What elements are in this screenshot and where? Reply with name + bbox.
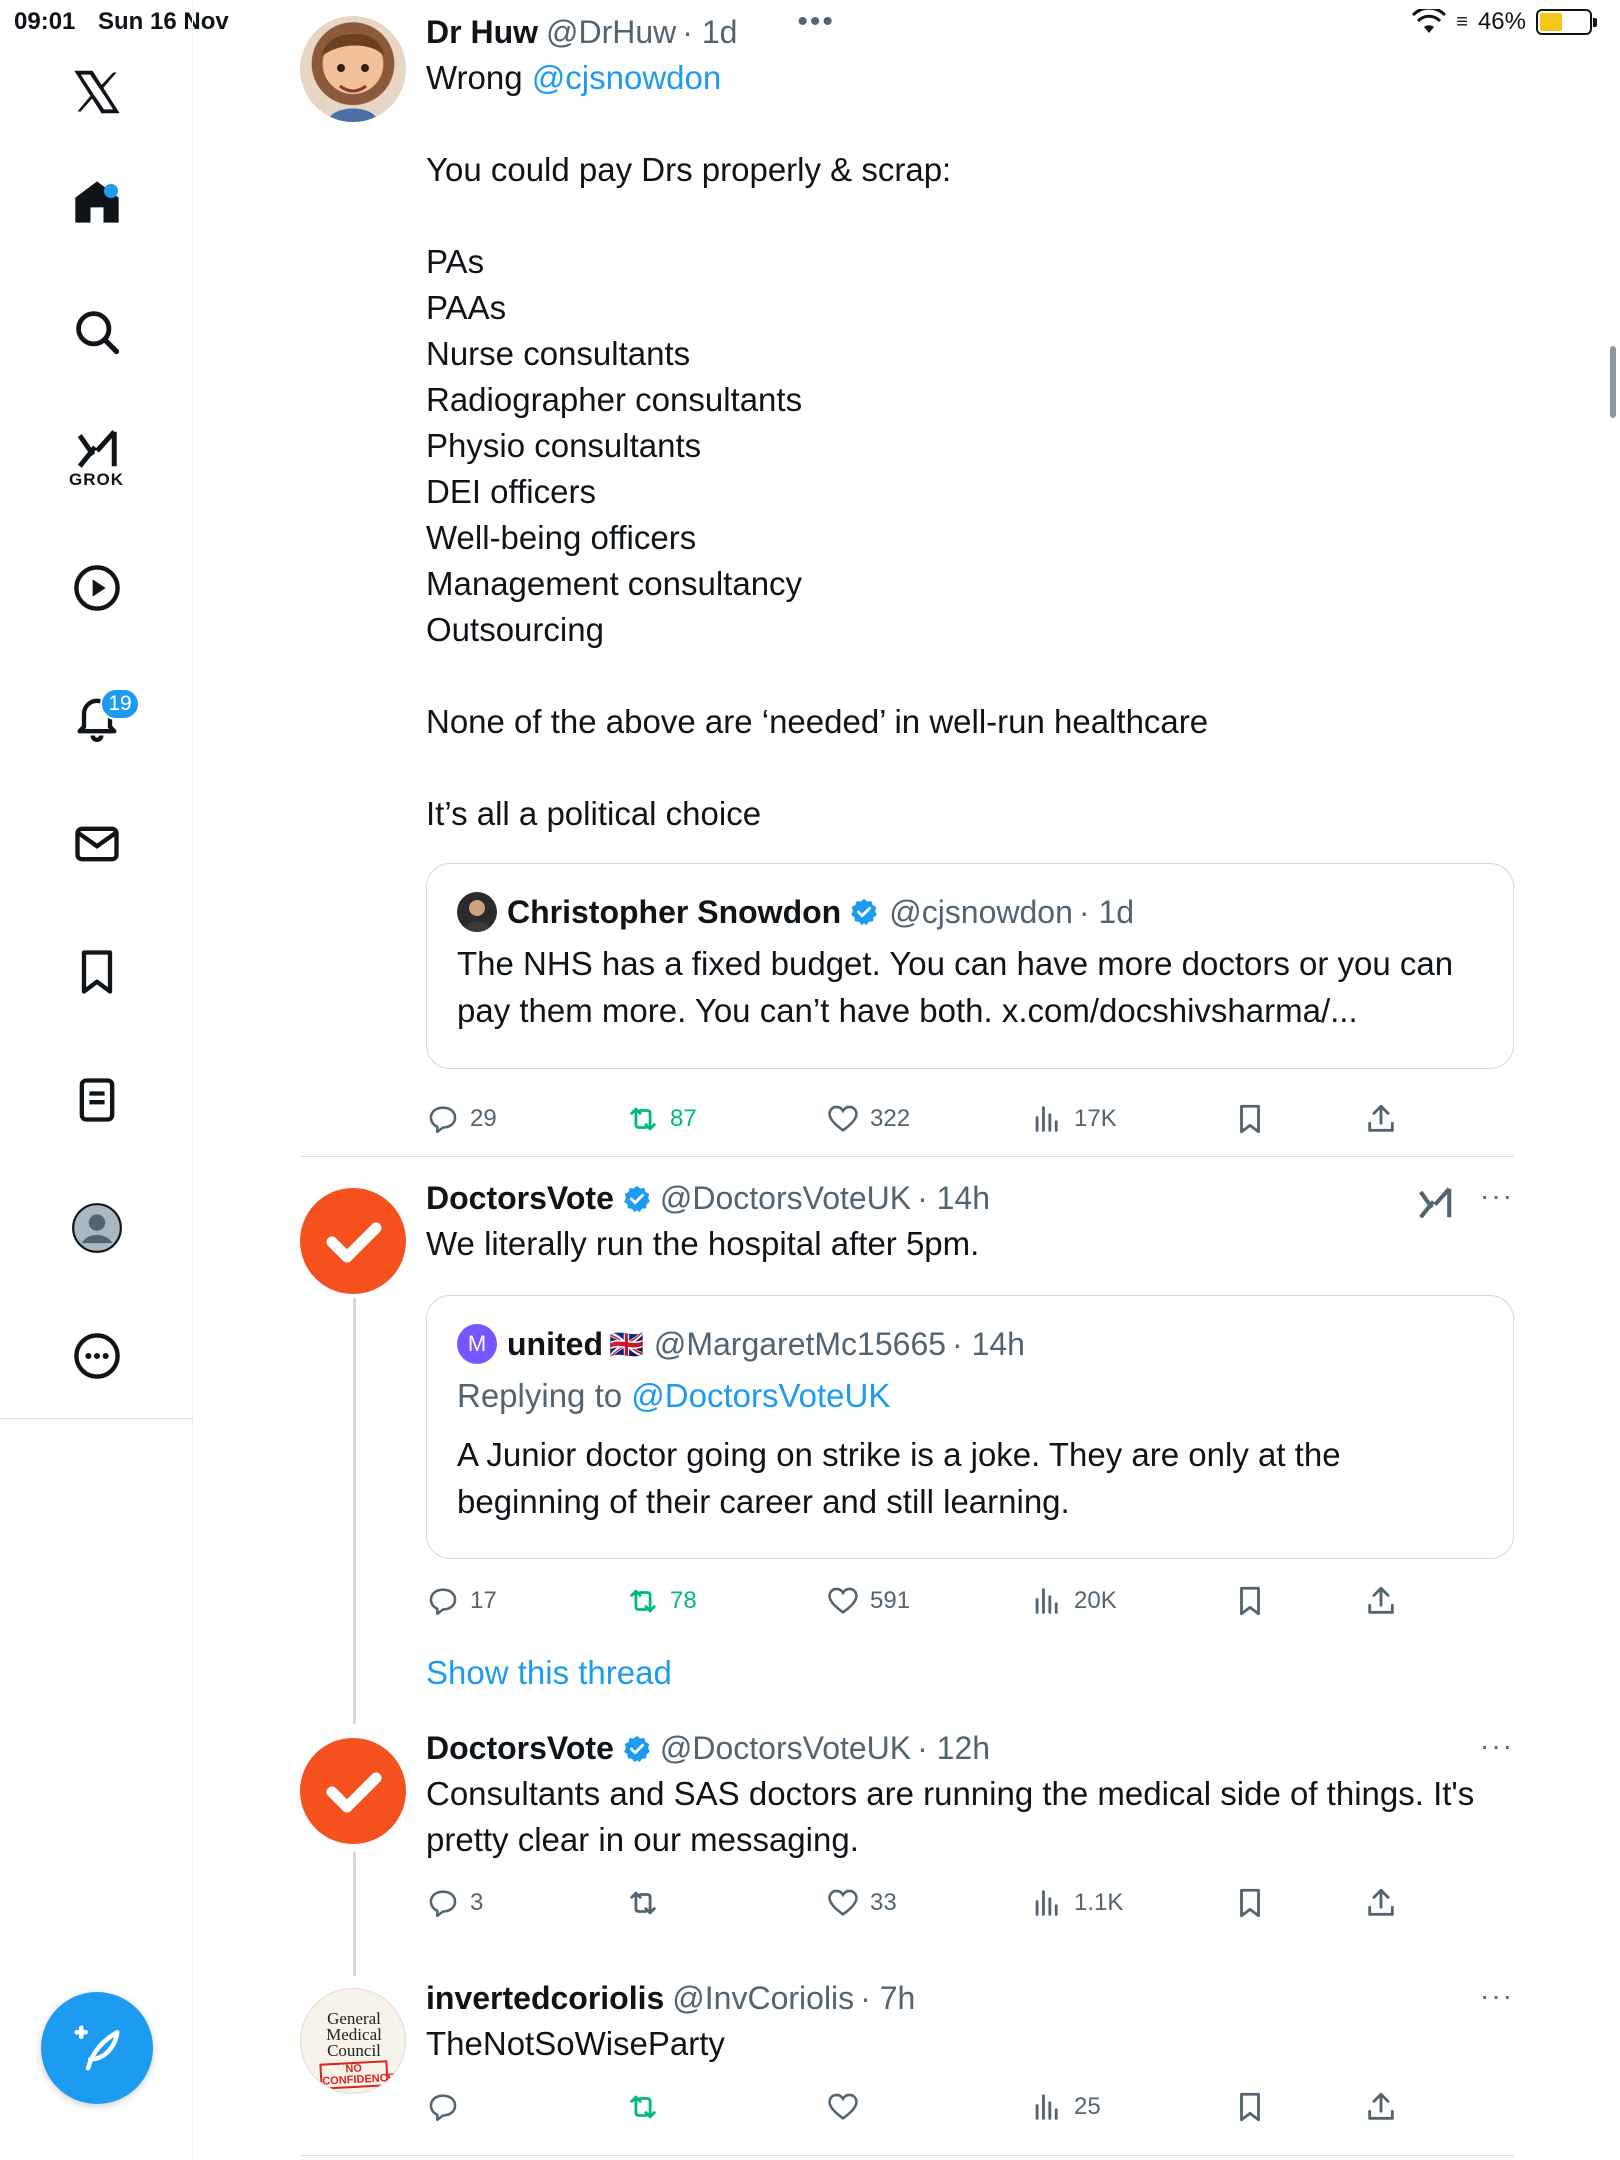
verified-badge-icon <box>622 1734 652 1764</box>
nav-home[interactable] <box>0 154 193 250</box>
bookmark-button[interactable] <box>1233 1886 1267 1920</box>
avatar-invcoriolis[interactable] <box>300 1988 406 2094</box>
nav-messages[interactable] <box>0 796 193 892</box>
author-name[interactable]: DoctorsVote <box>426 1180 614 1216</box>
quote-author-name: united <box>507 1325 603 1362</box>
bookmark-icon <box>1233 1886 1267 1920</box>
quote-author-name: Christopher Snowdon <box>507 893 842 930</box>
nav-profile[interactable] <box>0 1180 193 1276</box>
views-button[interactable] <box>1030 2090 1101 2124</box>
reply-icon <box>426 1886 460 1920</box>
reply-count: 17 <box>470 1587 497 1614</box>
reply-count: 3 <box>470 1889 484 1916</box>
grok-explain-icon[interactable] <box>1416 1184 1454 1222</box>
bookmark-button[interactable] <box>1233 1102 1267 1136</box>
reply-icon <box>426 2090 460 2124</box>
status-date: Sun 16 Nov <box>98 8 229 35</box>
profile-avatar-icon <box>71 1202 123 1254</box>
sidebar-separator <box>0 1418 193 1419</box>
menu-lines-icon: ≡ <box>1456 10 1468 33</box>
repost-icon <box>626 1102 660 1136</box>
views-chart-icon <box>1030 2090 1064 2124</box>
tweet-time[interactable]: · 7h <box>860 1980 916 2016</box>
tweet-time[interactable]: · 1d <box>682 14 738 50</box>
tweet-header <box>426 1730 1514 1767</box>
share-button[interactable] <box>1364 2090 1398 2124</box>
x-logo-icon[interactable] <box>0 44 193 140</box>
heart-icon <box>826 1102 860 1136</box>
battery-icon <box>1536 9 1592 35</box>
more-options-icon[interactable]: ··· <box>1480 1980 1514 2011</box>
tweet-time[interactable]: · 14h <box>917 1180 991 1216</box>
compose-button[interactable] <box>41 1992 153 2104</box>
quote-avatar <box>457 892 497 932</box>
repost-count: 87 <box>670 1105 697 1132</box>
tweet-header <box>426 4 1514 51</box>
like-count: 33 <box>870 1889 897 1916</box>
author-handle[interactable]: @DoctorsVoteUK <box>659 1730 912 1766</box>
tweet-actions <box>426 1102 1514 1142</box>
quote-time: · 14h <box>952 1325 1025 1362</box>
reply-count: 29 <box>470 1105 497 1132</box>
views-count: 20K <box>1074 1587 1117 1614</box>
bookmark-icon <box>1233 1102 1267 1136</box>
quote-author-handle: @MargaretMc15665 <box>653 1325 947 1362</box>
more-options-icon[interactable]: ••• <box>797 4 835 38</box>
views-count: 17K <box>1074 1105 1117 1132</box>
reply-button[interactable] <box>426 2090 460 2124</box>
nav-grok[interactable] <box>0 410 193 506</box>
play-icon <box>71 562 123 614</box>
author-handle[interactable]: @DoctorsVoteUK <box>659 1180 912 1216</box>
search-icon <box>71 306 123 358</box>
tweet-text: You could pay Drs properly & scrap: PAs PAAs Nurse consultants Radiographer consultants Physio consultants DEI officers Well-being officers Management consultancy Outsourcing None of the above are ‘needed’ in well-run healthcare It’s all a political choice <box>426 151 1209 832</box>
tweet-text: Consultants and SAS doctors are running the medical side of things. It's pretty clear in our messaging. <box>426 1775 1484 1858</box>
views-button[interactable] <box>1030 1584 1117 1618</box>
compose-feather-icon <box>70 2021 124 2075</box>
grok-icon <box>74 426 120 472</box>
replying-to-mention[interactable]: @DoctorsVoteUK <box>631 1377 891 1414</box>
replying-to <box>457 1372 1483 1419</box>
views-chart-icon <box>1030 1102 1064 1136</box>
like-button[interactable] <box>826 1102 910 1136</box>
views-count: 1.1K <box>1074 1889 1124 1916</box>
nav-notifications[interactable] <box>0 668 193 764</box>
repost-icon <box>626 1886 660 1920</box>
tweet-time[interactable]: · 12h <box>917 1730 991 1766</box>
repost-icon <box>626 2090 660 2124</box>
verified-badge-icon <box>622 1184 652 1214</box>
status-time: 09:01 <box>14 8 76 35</box>
tweet-drhuw[interactable] <box>300 4 1514 1154</box>
nav-search[interactable] <box>0 284 193 380</box>
reply-icon <box>426 1102 460 1136</box>
repost-button[interactable] <box>626 1584 697 1618</box>
like-button[interactable] <box>826 1886 897 1920</box>
repost-button[interactable] <box>626 1102 697 1136</box>
nav-video[interactable] <box>0 540 193 636</box>
tweet-divider <box>300 1156 1514 1157</box>
reply-icon <box>426 1584 460 1618</box>
more-options-icon[interactable]: ··· <box>1480 1730 1514 1761</box>
home-icon <box>71 176 123 228</box>
uk-flag-icon: 🇬🇧 <box>608 1328 644 1360</box>
list-icon <box>71 1074 123 1126</box>
views-count: 25 <box>1074 2093 1101 2120</box>
reply-button[interactable] <box>426 1584 497 1618</box>
tweet-doctorsvote-1[interactable] <box>300 1180 1514 1680</box>
share-button[interactable] <box>1364 1584 1398 1618</box>
scrollbar-thumb[interactable] <box>1610 346 1616 418</box>
repost-button[interactable] <box>626 2090 660 2124</box>
tweet-header <box>426 1980 1514 2017</box>
quote-tweet-snowdon[interactable] <box>426 863 1514 1069</box>
mail-icon <box>71 818 123 870</box>
author-name[interactable]: DoctorsVote <box>426 1730 614 1766</box>
sidebar <box>0 0 193 2160</box>
tweet-invertedcoriolis[interactable] <box>300 1980 1514 2150</box>
replying-prefix: Replying to <box>457 1377 632 1414</box>
tweet-divider <box>300 2155 1514 2156</box>
views-chart-icon <box>1030 1584 1064 1618</box>
share-button[interactable] <box>1364 1886 1398 1920</box>
repost-button[interactable] <box>626 1886 660 1920</box>
tweet-text: TheNotSoWiseParty <box>426 2025 725 2062</box>
author-handle[interactable]: @InvCoriolis <box>672 1980 855 2016</box>
tweet-actions <box>426 1584 1514 1624</box>
avatar-doctorsvote[interactable] <box>300 1188 406 1294</box>
nav-bookmarks[interactable] <box>0 924 193 1020</box>
bookmark-button[interactable] <box>1233 1584 1267 1618</box>
like-count: 322 <box>870 1105 911 1132</box>
quote-text: The NHS has a fixed budget. You can have more doctors or you can pay them more. You can’t have both. x.com/docshivsharma/... <box>457 945 1454 1029</box>
heart-icon <box>826 2090 860 2124</box>
author-name[interactable]: Dr Huw <box>426 14 538 50</box>
bookmark-icon <box>71 946 123 998</box>
more-circle-icon <box>71 1330 123 1382</box>
tweet-actions <box>426 1886 1514 1926</box>
bookmark-icon <box>1233 2090 1267 2124</box>
share-icon <box>1364 1584 1398 1618</box>
avatar-text-line: General <box>327 2009 381 2028</box>
battery-percent: 46% <box>1477 8 1526 35</box>
home-new-dot <box>104 184 118 198</box>
like-count: 591 <box>870 1587 911 1614</box>
like-button[interactable] <box>826 2090 860 2124</box>
author-handle[interactable]: @DrHuw <box>546 14 677 50</box>
reply-button[interactable] <box>426 1886 483 1920</box>
bookmark-icon <box>1233 1584 1267 1618</box>
quote-author-handle: @cjsnowdon <box>889 893 1073 930</box>
more-options-icon[interactable]: ··· <box>1480 1180 1514 1211</box>
quote-text: A Junior doctor going on strike is a joke. They are only at the beginning of their career and still learning. <box>457 1436 1341 1520</box>
heart-icon <box>826 1886 860 1920</box>
show-thread-link[interactable]: Show this thread <box>426 1654 672 1691</box>
tweet-header <box>426 1180 1514 1217</box>
views-chart-icon <box>1030 1886 1064 1920</box>
repost-count: 78 <box>670 1587 697 1614</box>
tweet-text-prefix: Wrong <box>426 59 532 96</box>
views-button[interactable] <box>1030 1886 1123 1920</box>
share-icon <box>1364 1886 1398 1920</box>
grok-label: GROK <box>69 470 124 489</box>
avatar-text-line: Council <box>327 2041 381 2060</box>
views-button[interactable] <box>1030 1102 1117 1136</box>
quote-avatar: M <box>457 1324 497 1364</box>
quote-time: · 1d <box>1078 893 1135 930</box>
repost-icon <box>626 1584 660 1618</box>
tweet-text-line1 <box>426 55 1514 101</box>
notifications-badge: 19 <box>100 688 140 720</box>
like-button[interactable] <box>826 1584 910 1618</box>
avatar-drhuw[interactable] <box>300 16 406 122</box>
author-name[interactable]: invertedcoriolis <box>426 1980 665 2016</box>
avatar-doctorsvote[interactable] <box>300 1738 406 1844</box>
tweet-actions <box>426 2090 1514 2130</box>
bookmark-button[interactable] <box>1233 2090 1267 2124</box>
nav-lists[interactable] <box>0 1052 193 1148</box>
tweet-doctorsvote-2[interactable] <box>300 1730 1514 1930</box>
share-icon <box>1364 1102 1398 1136</box>
verified-badge-icon <box>849 897 879 927</box>
share-icon <box>1364 2090 1398 2124</box>
avatar-text-line: Medical <box>326 2025 382 2044</box>
avatar-stamp-line: CONFIDENCE <box>321 2071 396 2088</box>
heart-icon <box>826 1584 860 1618</box>
mention-link[interactable]: @cjsnowdon <box>531 59 722 96</box>
share-button[interactable] <box>1364 1102 1398 1136</box>
nav-more[interactable] <box>0 1308 193 1404</box>
reply-button[interactable] <box>426 1102 497 1136</box>
avatar-stamp-line: NO <box>345 2062 363 2076</box>
quote-tweet-united[interactable] <box>426 1295 1514 1559</box>
tweet-text: We literally run the hospital after 5pm. <box>426 1225 980 1262</box>
